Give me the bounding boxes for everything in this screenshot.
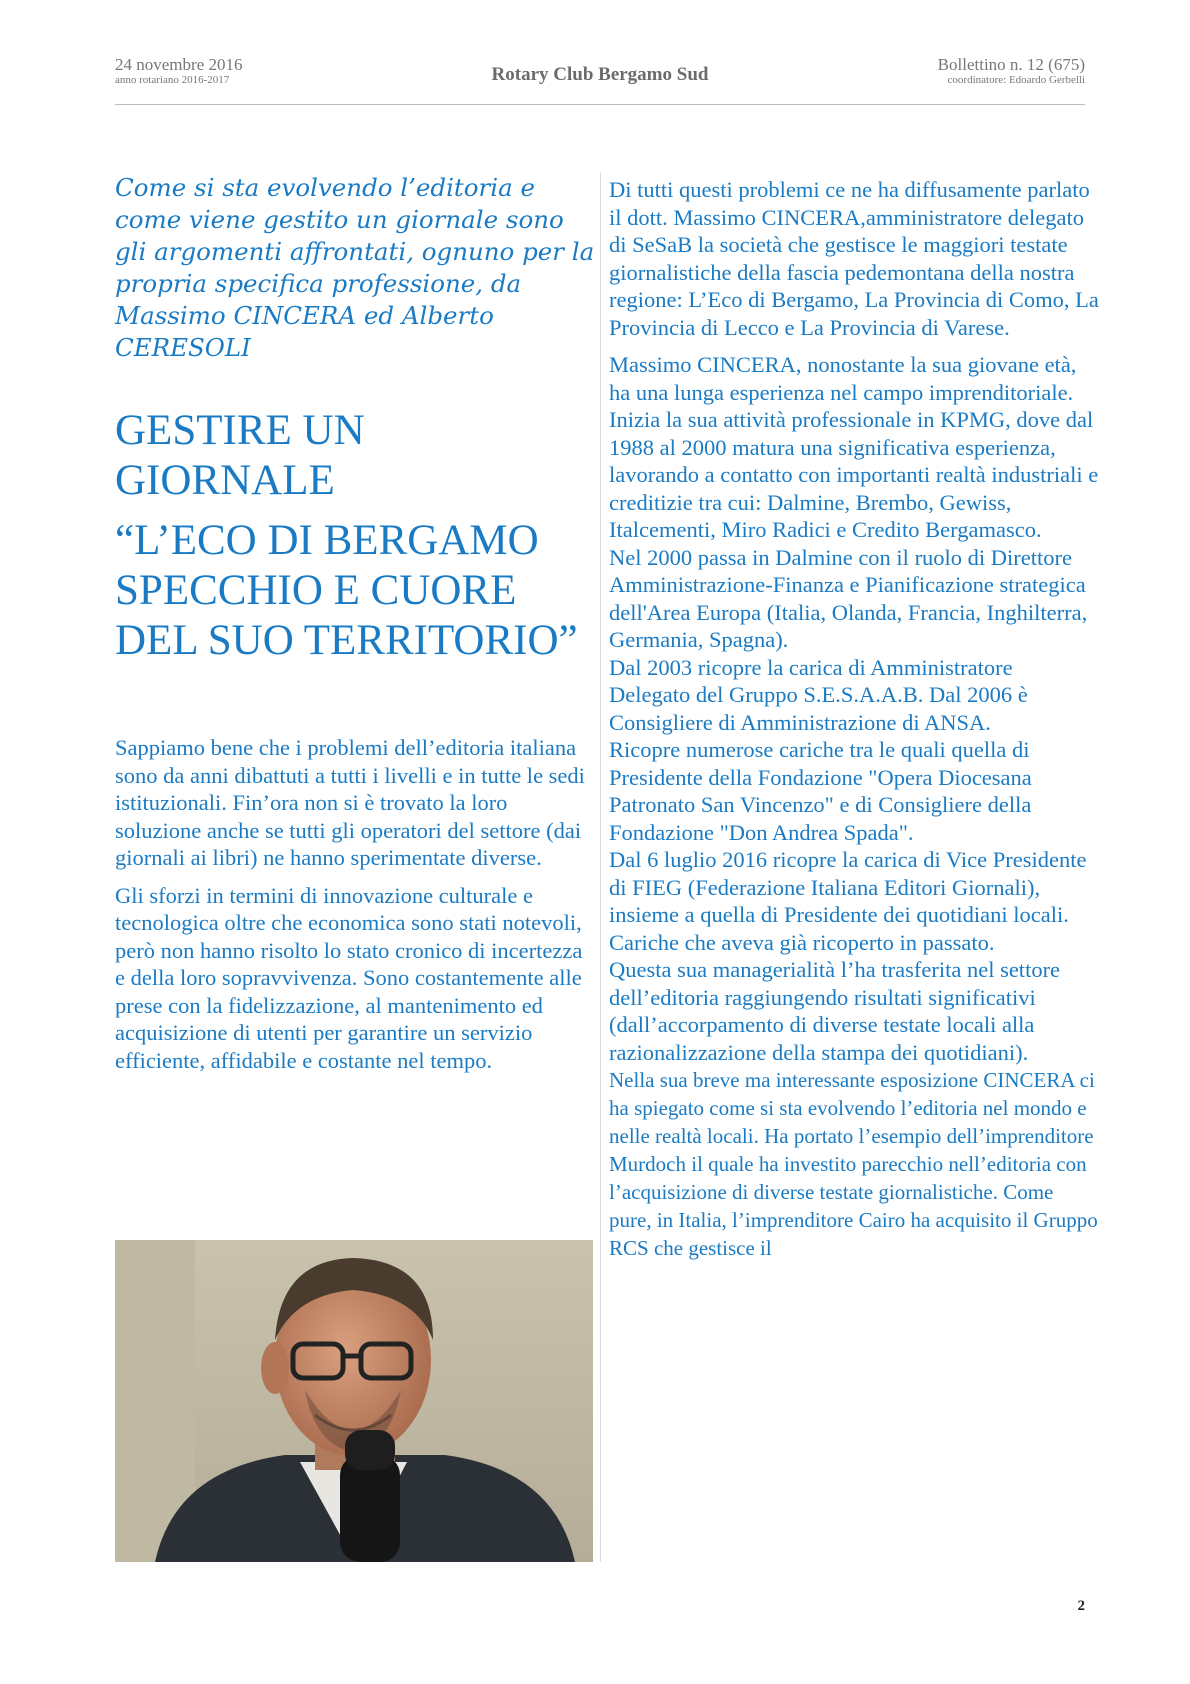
column-divider [600, 172, 601, 1562]
header-date: 24 novembre 2016 [115, 55, 243, 74]
header-club-name: Rotary Club Bergamo Sud [491, 64, 709, 85]
body-paragraph: Nella sua breve ma interessante esposizione CINCERA ci ha spiegato come si sta evolvendo l’editoria nel mondo e nelle realtà locali. Ha portato l’esempio dell’imprenditore Murdoch il quale ha investito parecchio nell’editoria con l’acquisizione di diverse testate giornalistiche. Come pure, in Italia, l’imprenditore Cairo ha acquisito il Gruppo RCS che gestisce il [609, 1068, 1098, 1260]
left-column [115, 172, 595, 1074]
body-paragraph: Questa sua managerialità l’ha trasferita nel settore dell’editoria raggiungendo risultati significativi (dall’accorpamento di diverse testate locali alla razionalizzazione della stampa dei quotidiani). [609, 957, 1061, 1065]
article-headline: GESTIRE UN GIORNALE [115, 407, 365, 504]
article-intro: Come si sta evolvendo l’editoria e come viene gestito un giornale sono gli argomenti affrontati, ognuno per la propria specifica professione, da Massimo CINCERA ed Alberto CERESOLI [115, 173, 595, 362]
body-paragraph: Dal 2003 ricopre la carica di Amministratore Delegato del Gruppo S.E.S.A.A.B. Dal 2006 è Consigliere di Amministrazione di ANSA. [609, 654, 1028, 735]
speaker-portrait-illustration [115, 1240, 593, 1562]
body-paragraph: Ricopre numerose cariche tra le quali quella di Presidente della Fondazione "Opera Diocesana Patronato San Vincenzo" e di Consigliere della Fondazione "Don Andrea Spada". [609, 737, 1032, 845]
speaker-photo [115, 1240, 593, 1562]
article-subheadline: “L’ECO DI BERGAMO SPECCHIO E CUORE DEL SUO TERRITORIO” [115, 517, 578, 664]
left-body [115, 734, 595, 1074]
header-bulletin-block [938, 56, 1085, 86]
page-number: 2 [1077, 1598, 1085, 1614]
header-coordinator: coordinatore: Edoardo Gerbelli [947, 74, 1085, 86]
body-paragraph: Gli sforzi in termini di innovazione culturale e tecnologica oltre che economica sono stati notevoli, però non hanno risolto lo stato cronico di incertezza e della loro sopravvivenza. Sono costantemente alle prese con la fidelizzazione, al mantenimento ed acquisizione di utenti per garantire un servizio efficiente, affidabile e costante nel tempo. [115, 882, 583, 1073]
body-paragraph: Nel 2000 passa in Dalmine con il ruolo di Direttore Amministrazione-Finanza e Pianificazione strategica dell'Area Europa (Italia, Olanda, Francia, Inghilterra, Germania, Spagna). [609, 544, 1088, 652]
article-headline-block [115, 406, 595, 666]
right-column [609, 176, 1099, 1262]
body-paragraph: Sappiamo bene che i problemi dell’editoria italiana sono da anni dibattuti a tutti i livelli e in tutte le sedi istituzionali. Fin’ora non si è trovato la loro soluzione anche se tutti gli operatori del settore (dai giornali ai libri) ne hanno sperimentate diverse. [115, 735, 585, 870]
body-paragraph: Di tutti questi problemi ce ne ha diffusamente parlato il dott. Massimo CINCERA,amministratore delegato di SeSaB la società che gestisce le maggiori testate giornalistiche della fascia pedemontana della nostra regione: L’Eco di Bergamo, La Provincia di Como, La Provincia di Lecco e La Provincia di Varese. [609, 177, 1099, 340]
header-bulletin-number: Bollettino n. 12 (675) [937, 55, 1085, 74]
body-paragraph: Dal 6 luglio 2016 ricopre la carica di Vice Presidente di FIEG (Federazione Italiana Editori Giornali), insieme a quella di Presidente dei quotidiani locali. Cariche che aveva già ricoperto in passato. [609, 847, 1087, 955]
page-header [115, 56, 1085, 106]
header-divider [115, 104, 1085, 105]
body-paragraph: Massimo CINCERA, nonostante la sua giovane età, ha una lunga esperienza nel campo imprenditoriale. Inizia la sua attività professionale in KPMG, dove dal 1988 al 2000 matura una significativa esperienza, lavorando a contatto con importanti realtà industriali e creditizie tra cui: Dalmine, Brembo, Gewiss, Italcementi, Miro Radici e Credito Bergamasco. [609, 352, 1099, 542]
header-rotary-year: anno rotariano 2016-2017 [115, 74, 230, 86]
